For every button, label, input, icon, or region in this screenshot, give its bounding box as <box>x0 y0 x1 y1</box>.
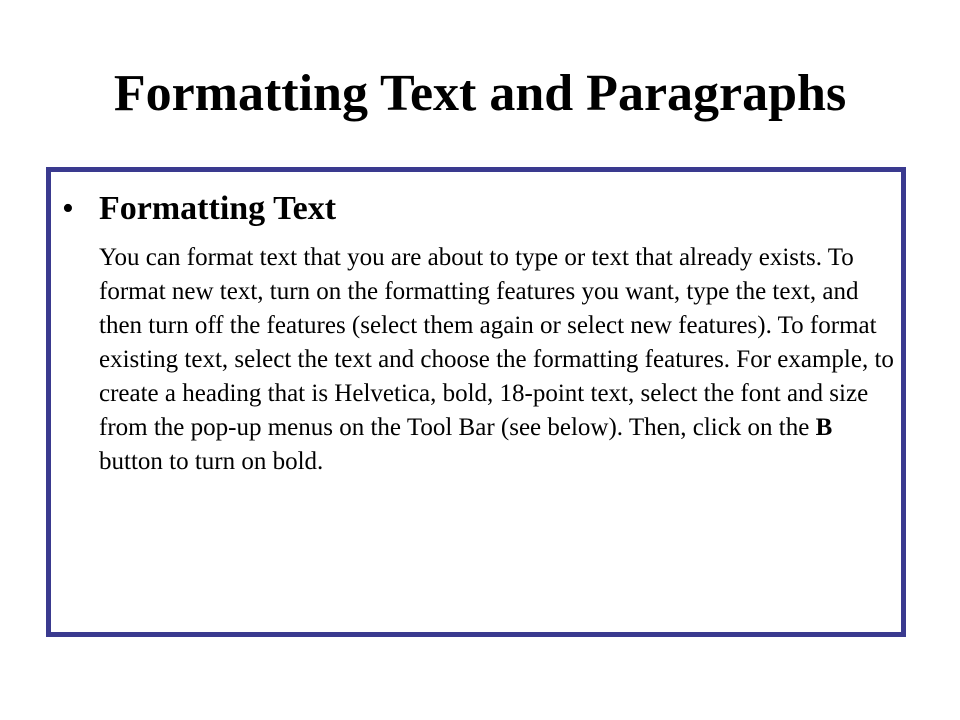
paragraph-text-end: button to turn on bold. <box>99 448 324 475</box>
body-paragraph <box>99 241 899 479</box>
bullet-item <box>51 186 901 232</box>
content-box <box>46 167 906 637</box>
paragraph-text: You can format text that you are about to type or text that already exists. To format new text, turn on the formatting features you want, type the text, and then turn off the features (select them again or select new features). To format existing text, select the text and choose the formatting features. For example, to create a heading that is Helvetica, bold, 18-point text, select the font and size from the pop-up menus on the Tool Bar (see below). Then, click on the <box>99 244 894 441</box>
bullet-heading: Formatting Text <box>99 190 337 227</box>
bullet-marker: • <box>62 190 74 227</box>
bold-button-reference: B <box>815 414 833 441</box>
slide-title: Formatting Text and Paragraphs <box>113 65 847 122</box>
